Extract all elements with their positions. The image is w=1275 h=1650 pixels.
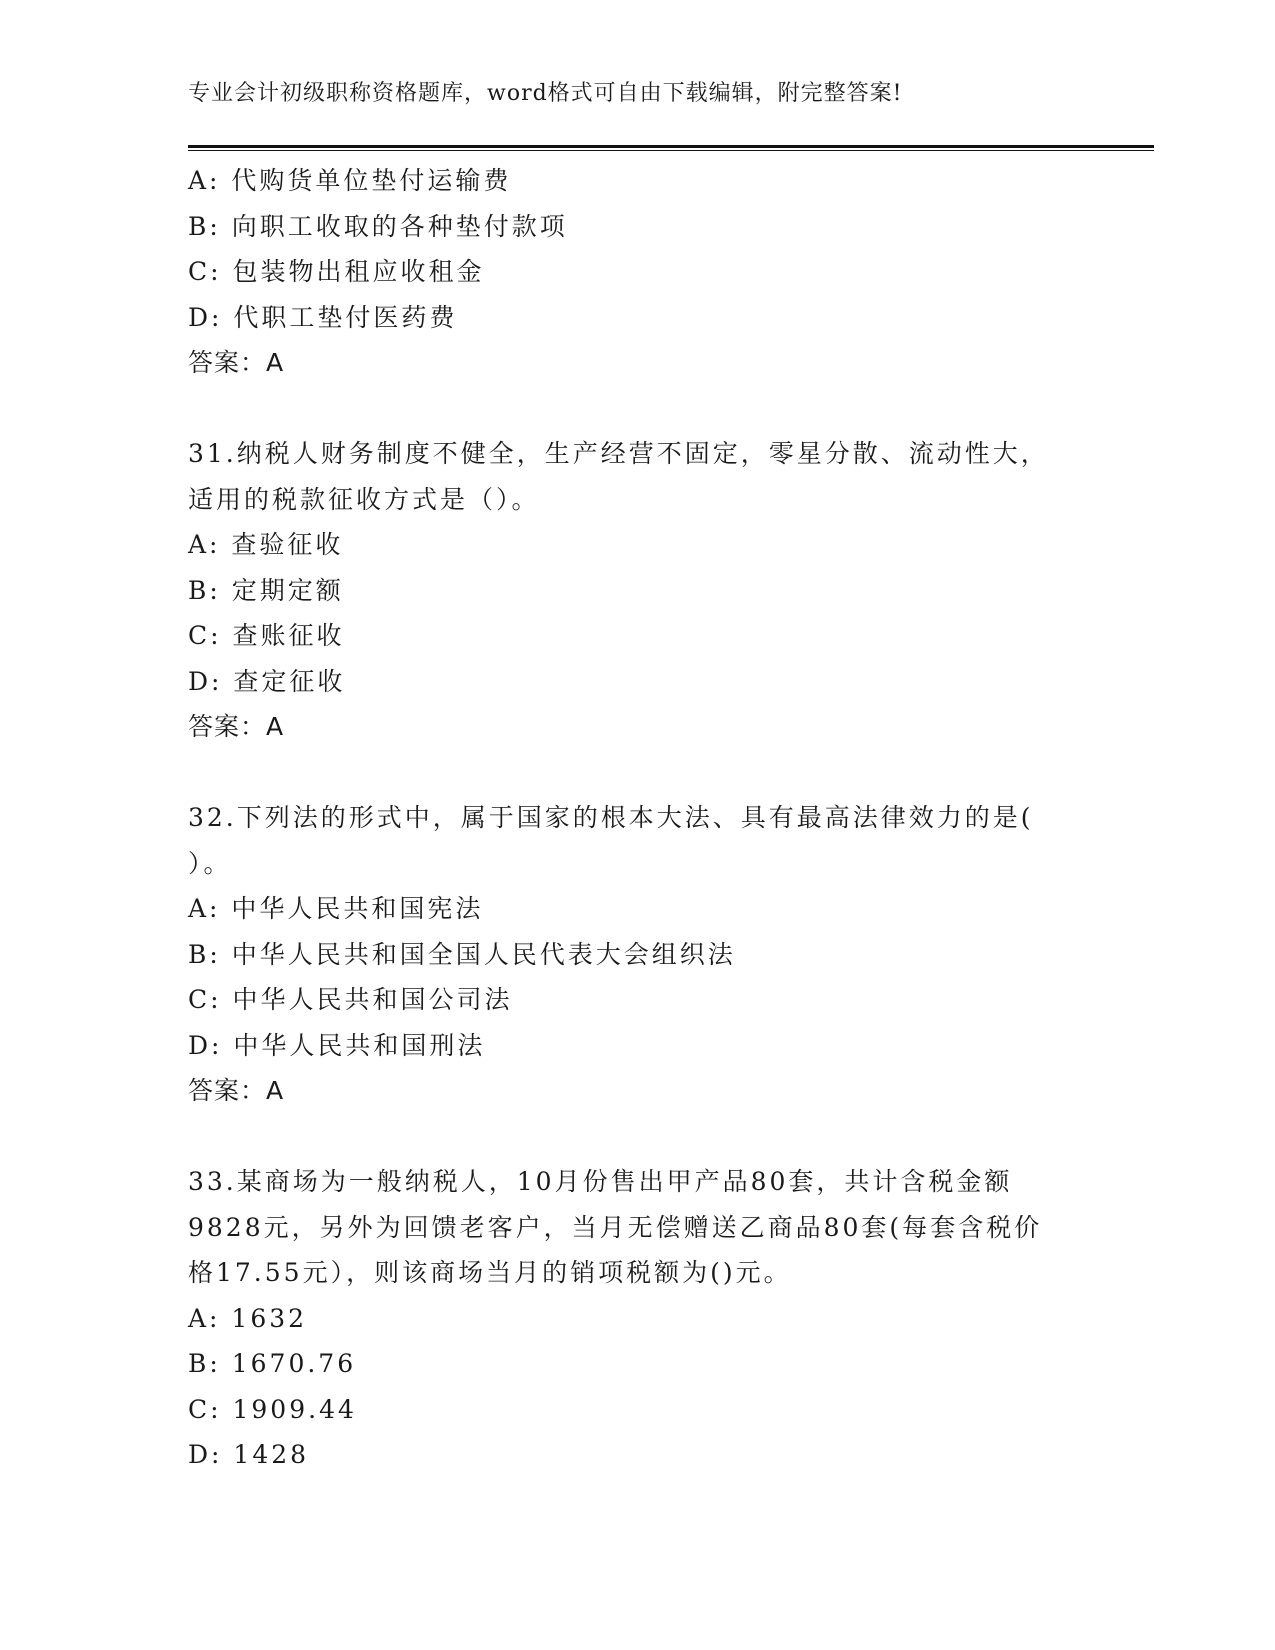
question-block-32 [188,795,1088,1114]
option-d: D: 代职工垫付医药费 [188,302,458,332]
option-b: B: 中华人民共和国全国人民代表大会组织法 [188,939,736,969]
page-header: 专业会计初级职称资格题库，word格式可自由下载编辑，附完整答案! [188,81,903,106]
question-block-31 [188,431,1088,750]
question-text-line: 31.纳税人财务制度不健全，生产经营不固定，零星分散、流动性大， [188,439,1049,468]
option-a: A: 1632 [188,1303,308,1333]
question-text-line: 格17.55元），则该商场当月的销项税额为()元。 [188,1258,792,1287]
header-rule-thick [188,145,1154,148]
question-block-30 [188,158,1088,386]
option-d: D: 1428 [188,1440,310,1469]
answer-line: 答案：A [188,712,285,741]
document-body [188,158,1088,1478]
option-c: C: 包装物出租应收租金 [188,257,485,286]
option-a: A: 查验征收 [188,530,344,559]
option-b: B: 1670.76 [188,1349,357,1378]
question-text-line: ）。 [188,848,232,878]
question-text-line: 32.下列法的形式中，属于国家的根本大法、具有最高法律效力的是( [188,803,1034,832]
spacer [188,386,1088,432]
option-b: B: 向职工收取的各种垫付款项 [188,211,568,241]
option-d: D: 中华人民共和国刑法 [188,1030,486,1060]
answer-line: 答案：A [188,348,285,377]
question-block-33 [188,1159,1088,1478]
spacer [188,750,1088,796]
answer-line: 答案：A [188,1076,285,1105]
question-text-line: 适用的税款征收方式是（）。 [188,484,540,514]
option-c: C: 查账征收 [188,621,345,650]
question-text-line: 33.某商场为一般纳税人，10月份售出甲产品80套，共计含税金额 [188,1167,1013,1196]
option-c: C: 1909.44 [188,1394,357,1424]
option-a: A: 代购货单位垫付运输费 [188,166,512,195]
option-a: A: 中华人民共和国宪法 [188,894,484,923]
header-rule-thin [188,150,1154,151]
option-b: B: 定期定额 [188,575,344,605]
spacer [188,1114,1088,1160]
option-d: D: 查定征收 [188,666,346,696]
option-c: C: 中华人民共和国公司法 [188,985,513,1014]
question-text-line: 9828元，另外为回馈老客户，当月无偿赠送乙商品80套(每套含税价 [188,1212,1043,1242]
